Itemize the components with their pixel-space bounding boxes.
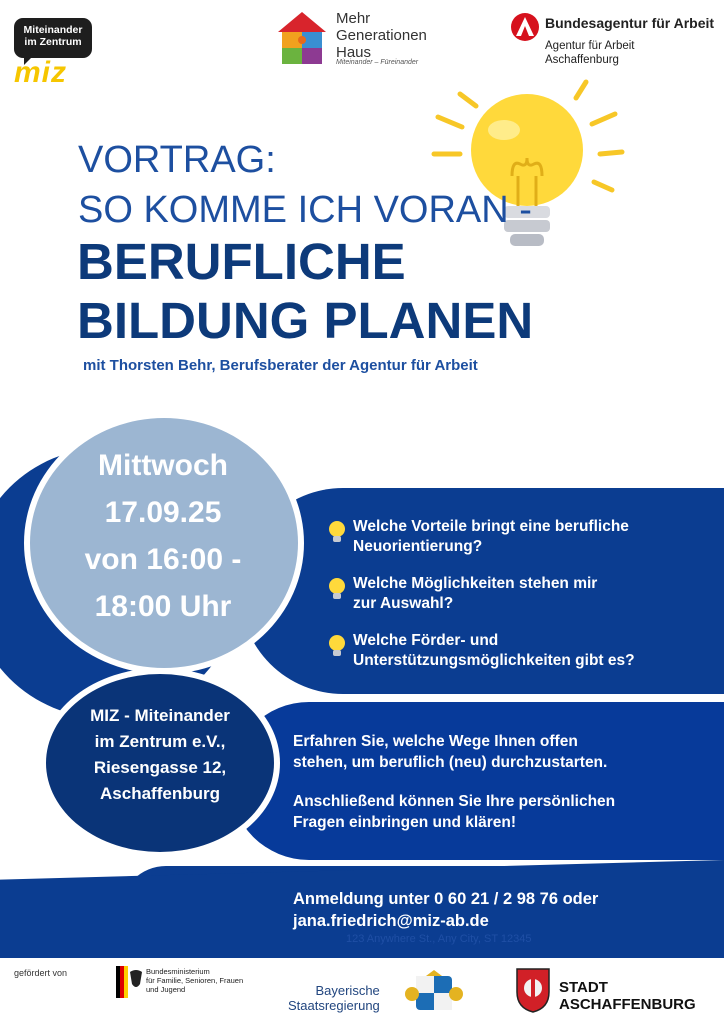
bundesagentur-name: Bundesagentur für Arbeit — [545, 15, 715, 31]
miz-logo-badge: Miteinander im Zentrum — [14, 18, 92, 58]
lightbulb-icon — [430, 72, 630, 262]
bulb-bullet-icon — [327, 576, 347, 602]
title-berufliche: BERUFLICHE — [77, 233, 406, 290]
question-3: Welche Förder- und Unterstützungsmöglichkeiten gibt es? — [353, 631, 635, 671]
bavarian-government-text: Bayerische Staatsregierung — [288, 983, 380, 1013]
speaker-subtitle: mit Thorsten Behr, Berufsberater der Agentur für Arbeit — [83, 357, 478, 374]
bulb-bullet-icon — [327, 519, 347, 545]
bmfsfj-logo-text: Bundesministerium für Familie, Senioren, Frauen und Jugend — [146, 967, 244, 994]
question-2: Welche Möglichkeiten stehen mir zur Auswahl? — [353, 574, 597, 614]
question-1: Welche Vorteile bringt eine berufliche Neuorientierung? — [353, 517, 629, 557]
info-panel — [230, 702, 724, 860]
title-bildung-planen: BILDUNG PLANEN — [77, 292, 534, 349]
stadt-aschaffenburg-text: STADT ASCHAFFENBURG — [559, 979, 696, 1013]
info-paragraph-2: Anschließend können Sie Ihre persönlichen Fragen einbringen und klären! — [293, 793, 616, 831]
bundesagentur-logo-icon — [510, 12, 540, 42]
bulb-bullet-icon — [327, 633, 347, 659]
registration-email: jana.friedrich@miz-ab.de — [293, 912, 489, 930]
bavarian-coat-of-arms-icon — [404, 970, 464, 1014]
date-text: Mittwoch 17.09.25 von 16:00 - 18:00 Uhr — [84, 449, 242, 623]
mehrgenerationenhaus-logo-icon — [276, 10, 328, 66]
title-vortrag: VORTRAG: — [78, 139, 276, 181]
aschaffenburg-coat-of-arms-icon — [514, 966, 552, 1014]
location-text: MIZ - Miteinander im Zentrum e.V., Riesengasse 12, Aschaffenburg — [90, 706, 230, 803]
info-paragraph-1: Erfahren Sie, welche Wege Ihnen offen stehen, um beruflich (neu) durchzustarten. — [293, 733, 608, 771]
agentur-fuer-arbeit-location: Agentur für Arbeit Aschaffenburg — [545, 40, 635, 66]
registration-text: Anmeldung unter 0 60 21 / 2 98 76 oder jana.friedrich@miz-ab.de — [293, 890, 599, 930]
mehrgenerationenhaus-tagline: Miteinander – Füreinander — [336, 59, 419, 66]
title-so-komme-ich-voran: SO KOMME ICH VORAN - — [78, 189, 532, 231]
miz-logo-wordmark: miz — [14, 56, 68, 89]
ghost-address: 123 Anywhere St., Any City, ST 12345 — [346, 933, 532, 945]
mehrgenerationenhaus-title: Mehr Generationen Haus — [336, 10, 427, 61]
funded-by-label: gefördert von — [14, 968, 68, 978]
federal-eagle-icon — [116, 966, 142, 998]
